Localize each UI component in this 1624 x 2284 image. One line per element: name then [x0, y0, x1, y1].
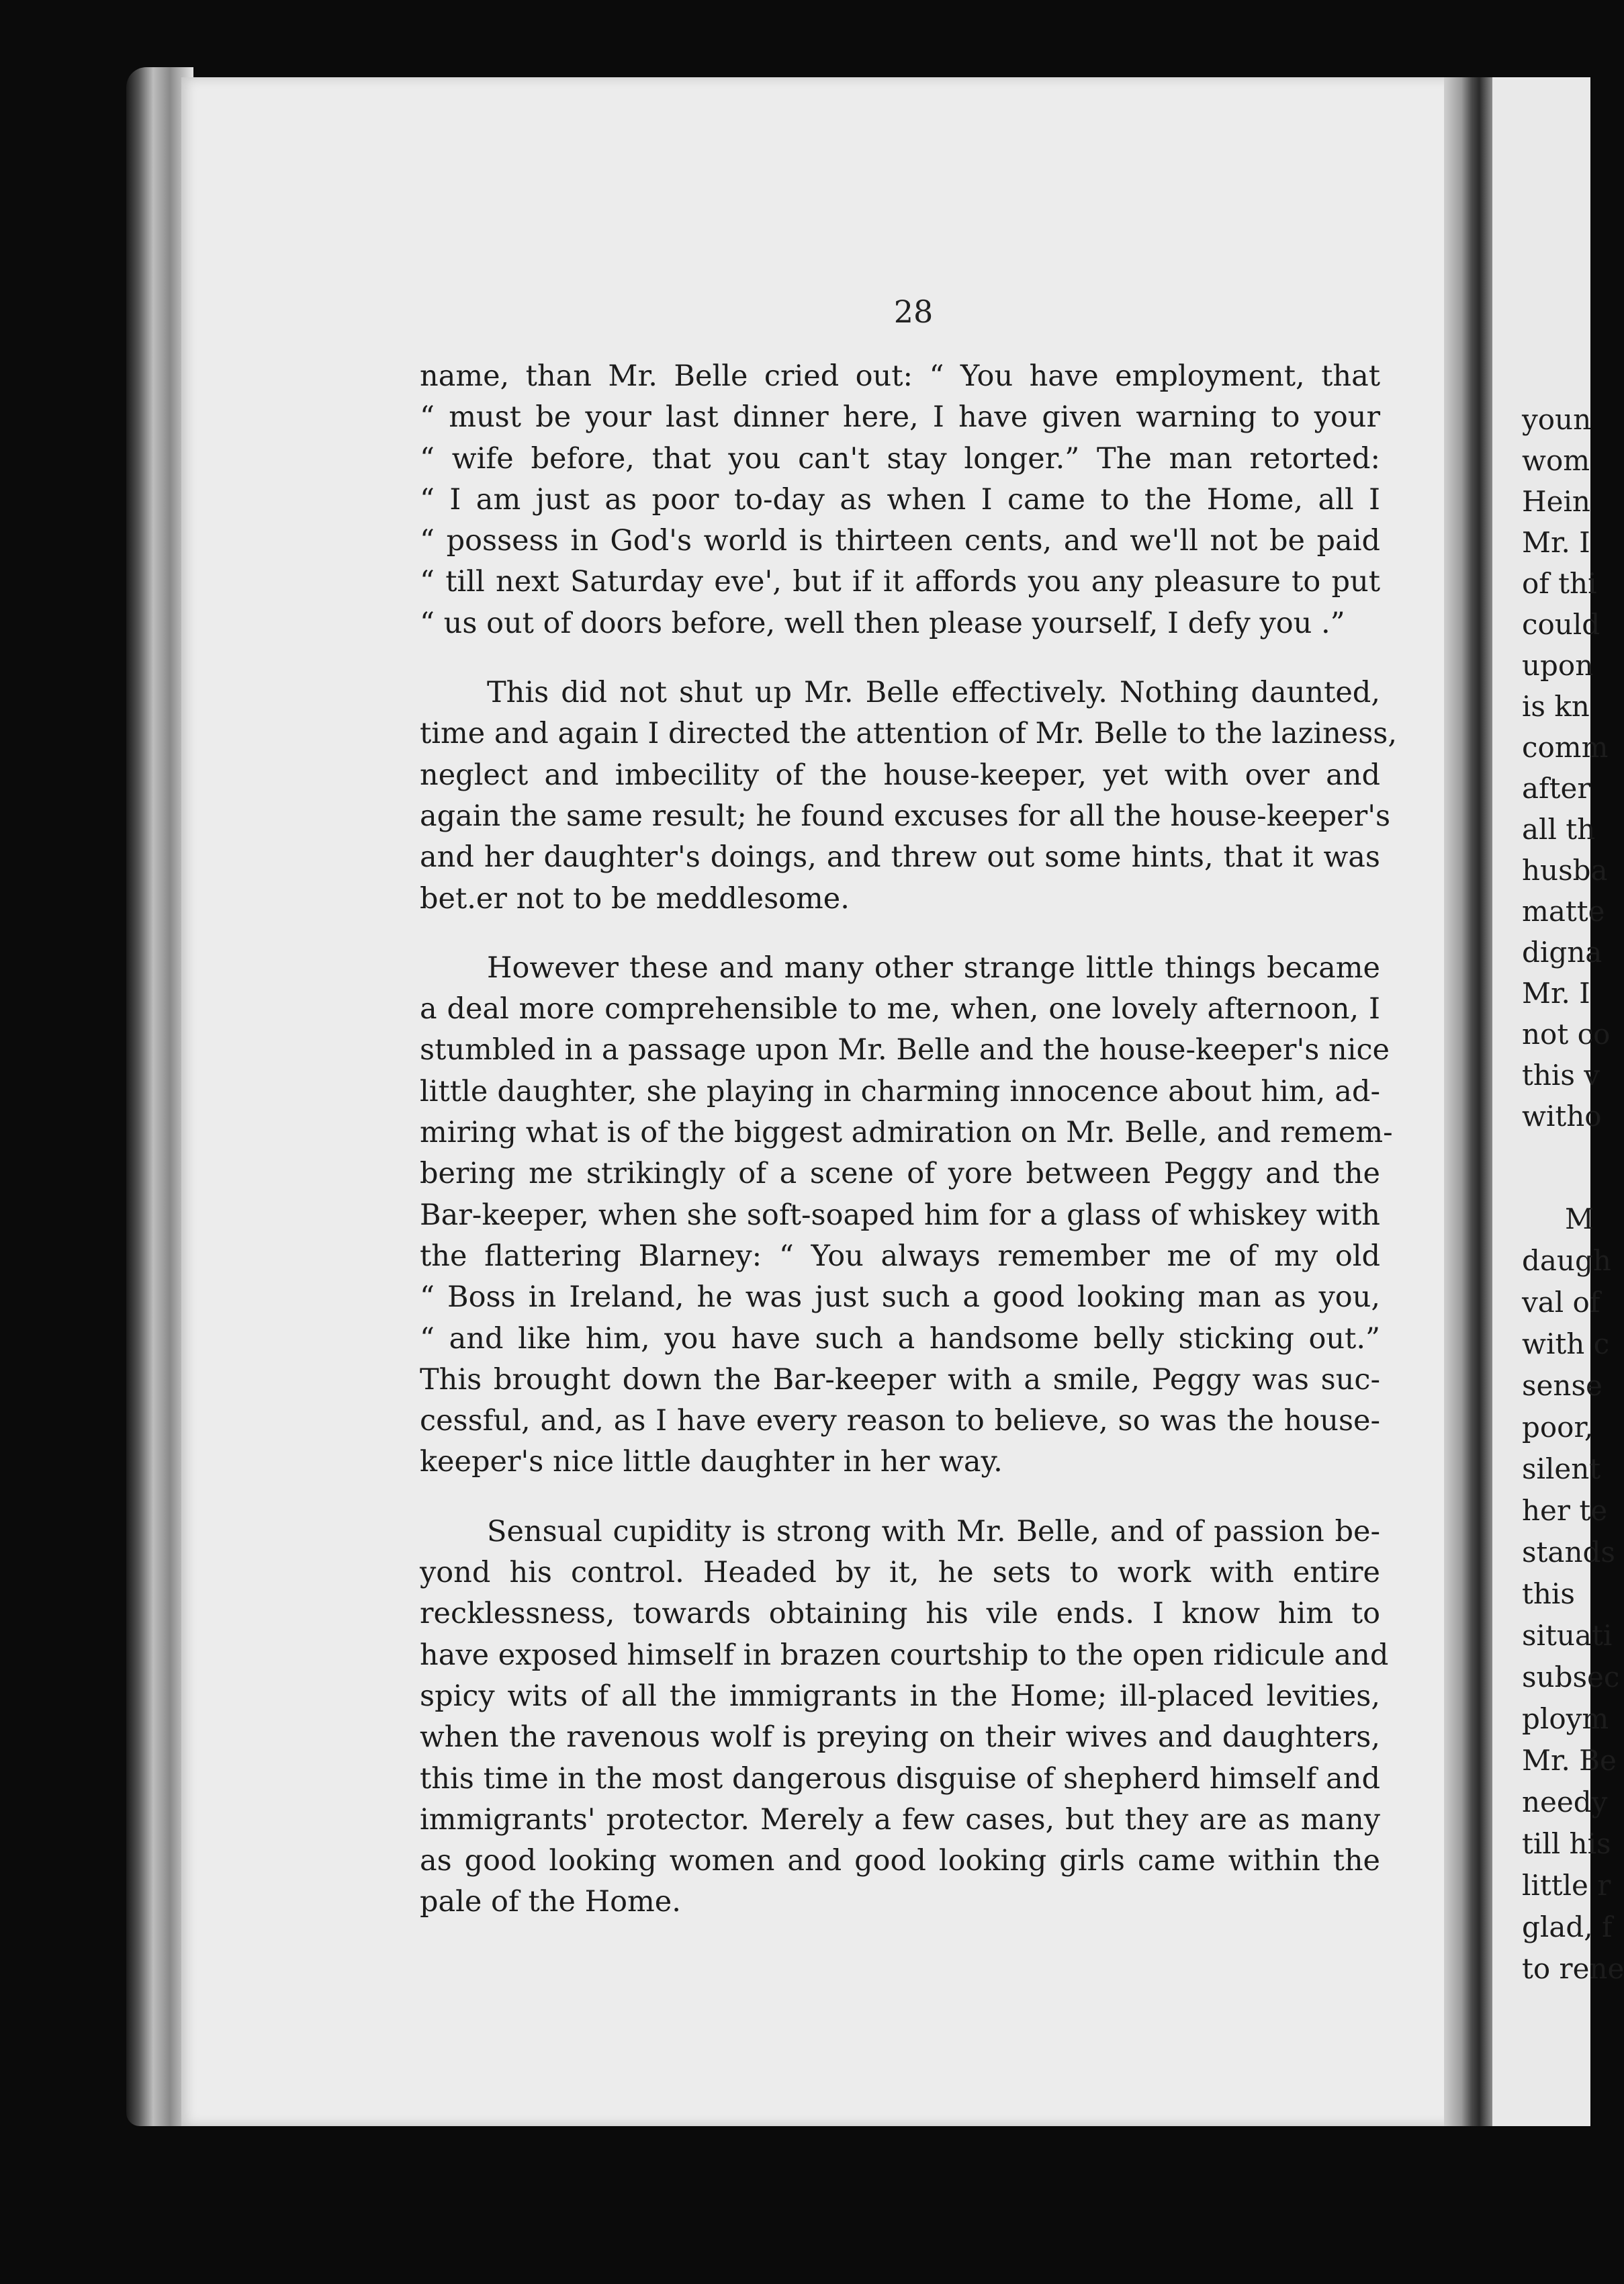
- facing-page-line: till his: [1522, 1827, 1611, 1860]
- text-line: “ and like him, you have such a handsome belly sticking out.”: [420, 1321, 1380, 1356]
- text-line: However these and many other strange little things became: [487, 951, 1380, 985]
- facing-page-line: sense: [1522, 1369, 1603, 1402]
- facing-page-line: poor,: [1522, 1411, 1594, 1444]
- facing-page-line: Hein: [1522, 485, 1590, 518]
- facing-page-line: of thi: [1522, 567, 1597, 600]
- text-line: spicy wits of all the immigrants in the Home; ill-placed levities,: [420, 1679, 1380, 1713]
- text-line: Bar-keeper, when she soft-soaped him for a glass of whiskey with: [420, 1198, 1380, 1232]
- facing-page-line: Mr. I: [1522, 977, 1590, 1010]
- facing-page-line: after: [1522, 772, 1591, 805]
- book-gutter: [1444, 77, 1494, 2126]
- text-line: Sensual cupidity is strong with Mr. Belle, and of passion be-: [487, 1514, 1380, 1548]
- text-line: recklessness, towards obtaining his vile ends. I know him to: [420, 1597, 1380, 1631]
- facing-page-line: silent: [1522, 1452, 1601, 1485]
- facing-page-line: all th: [1522, 813, 1596, 846]
- text-line: bering me strikingly of a scene of yore between Peggy and the: [420, 1157, 1380, 1191]
- facing-page-line: needy: [1522, 1786, 1608, 1818]
- facing-page-line: comm: [1522, 731, 1609, 764]
- text-line: as good looking women and good looking girls came within the: [420, 1844, 1380, 1878]
- text-line: pale of the Home.: [420, 1885, 681, 1919]
- text-line: “ till next Saturday eve', but if it affords you any pleasure to put: [420, 565, 1380, 599]
- facing-page-line: youn: [1522, 403, 1592, 436]
- facing-page-line: with c: [1522, 1327, 1610, 1360]
- text-line: keeper's nice little daughter in her way.: [420, 1445, 1003, 1479]
- text-line: little daughter, she playing in charming innocence about him, ad-: [420, 1074, 1380, 1108]
- text-line: “ wife before, that you can't stay longer.” The man retorted:: [420, 441, 1380, 476]
- facing-page-line: ploym: [1522, 1702, 1609, 1735]
- facing-page-line: witho: [1522, 1100, 1602, 1133]
- paragraph: [420, 948, 1393, 1483]
- body-text: [420, 356, 1398, 1951]
- page-number: 28: [893, 294, 934, 330]
- text-line: bet.er not to be meddlesome.: [420, 881, 850, 916]
- facing-page-line: her te: [1522, 1494, 1608, 1527]
- text-line: a deal more comprehensible to me, when, one lovely afternoon, I: [420, 992, 1380, 1026]
- paragraph: [420, 1511, 1389, 1923]
- text-line: name, than Mr. Belle cried out: “ You have employment, that: [420, 359, 1380, 393]
- facing-page-line: M: [1565, 1202, 1594, 1235]
- text-line: time and again I directed the attention of Mr. Belle to the laziness,: [420, 717, 1398, 751]
- text-line: “ Boss in Ireland, he was just such a good looking man as you,: [420, 1280, 1380, 1315]
- text-line: This brought down the Bar-keeper with a smile, Peggy was suc-: [420, 1362, 1380, 1397]
- facing-page-line: situati: [1522, 1619, 1613, 1652]
- facing-page-line: this: [1522, 1577, 1575, 1610]
- facing-page-line: upon: [1522, 649, 1594, 682]
- facing-page-line: glad, f: [1522, 1910, 1613, 1943]
- facing-page-line: to rene: [1522, 1952, 1624, 1985]
- text-line: This did not shut up Mr. Belle effectively. Nothing daunted,: [487, 676, 1380, 710]
- text-line: “ possess in God's world is thirteen cents, and we'll not be paid: [420, 524, 1380, 558]
- text-line: yond his control. Headed by it, he sets to work with entire: [420, 1556, 1380, 1590]
- facing-page-line: digna: [1522, 936, 1603, 969]
- facing-page-line: daugh: [1522, 1244, 1611, 1277]
- facing-page-line: matte: [1522, 895, 1605, 928]
- facing-page-line: Mr. Be: [1522, 1744, 1617, 1777]
- facing-page-line: husba: [1522, 854, 1608, 887]
- facing-page-line: is kn: [1522, 690, 1590, 723]
- text-line: have exposed himself in brazen courtship to the open ridicule and: [420, 1638, 1389, 1672]
- facing-page-line: subsec: [1522, 1661, 1620, 1694]
- paragraph: [420, 672, 1398, 920]
- text-line: “ us out of doors before, well then please yourself, I defy you .”: [420, 606, 1345, 640]
- text-line: this time in the most dangerous disguise of shepherd himself and: [420, 1761, 1380, 1796]
- facing-page-line: not co: [1522, 1018, 1611, 1051]
- facing-page-line: could: [1522, 608, 1600, 641]
- paragraph: [420, 356, 1380, 644]
- text-line: stumbled in a passage upon Mr. Belle and the house-keeper's nice: [420, 1033, 1390, 1067]
- facing-page-line: val of: [1522, 1286, 1600, 1319]
- facing-page-line: wom: [1522, 444, 1590, 477]
- text-line: “ I am just as poor to-day as when I came to the Home, all I: [420, 482, 1380, 517]
- text-line: and her daughter's doings, and threw out some hints, that it was: [420, 840, 1380, 875]
- text-line: the flattering Blarney: “ You always remember me of my old: [420, 1239, 1380, 1273]
- text-line: immigrants' protector. Merely a few cases, but they are as many: [420, 1802, 1380, 1837]
- text-line: when the ravenous wolf is preying on their wives and daughters,: [420, 1720, 1380, 1755]
- text-line: “ must be your last dinner here, I have given warning to your: [420, 400, 1380, 435]
- text-line: cessful, and, as I have every reason to believe, so was the house-: [420, 1404, 1380, 1438]
- facing-page-line: Mr. I: [1522, 526, 1590, 559]
- facing-page-line: little r: [1522, 1869, 1611, 1902]
- facing-page-line: this v: [1522, 1059, 1600, 1092]
- text-line: miring what is of the biggest admiration on Mr. Belle, and remem-: [420, 1116, 1393, 1150]
- facing-page-line: stands: [1522, 1536, 1615, 1569]
- text-line: again the same result; he found excuses for all the house-keeper's: [420, 799, 1391, 833]
- text-line: neglect and imbecility of the house-keeper, yet with over and: [420, 758, 1380, 792]
